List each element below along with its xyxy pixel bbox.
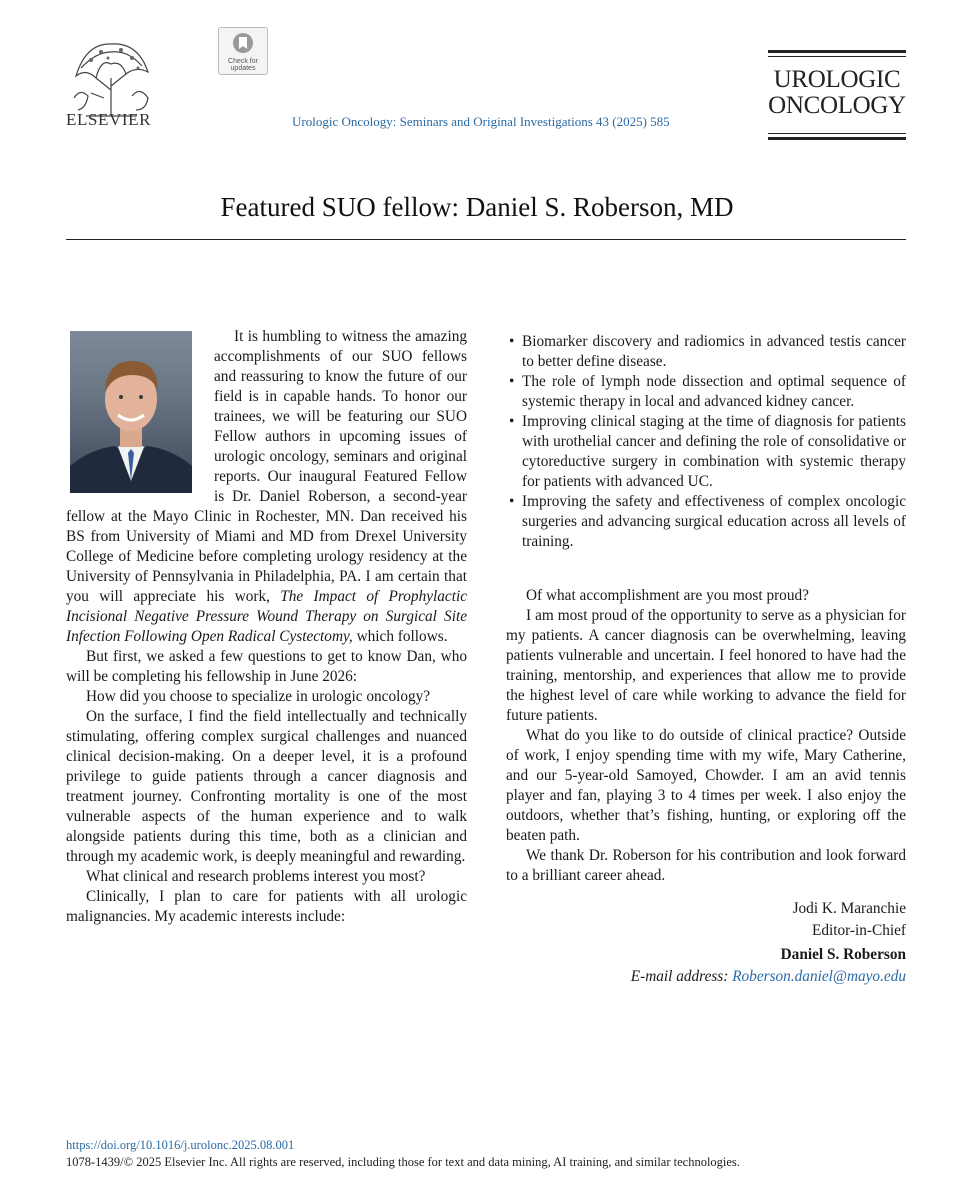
title-divider xyxy=(66,239,906,240)
email-label: E-mail address: xyxy=(630,968,729,985)
journal-brand xyxy=(768,50,906,140)
email-link[interactable]: Roberson.daniel@mayo.edu xyxy=(732,968,906,985)
intro-followup: But first, we asked a few questions to get to know Dan, who will be completing his fellowship in June 2026: xyxy=(66,648,467,685)
intro-text-part1: It is humbling to witness the amazing accomplishments of our SUO fellows and reassuring to know the future of our field is in capable hands. To honor our trainees, we will be featuring our SUO Fellow authors in upcoming issues of urologic oncology, seminars and original reports. Our inaugural Featured Fellow is Dr. Daniel Roberson, a second-year fellow at the Mayo Clinic in Rochester, MN. Dan received his BS from University of Miami and MD from Drexel University College of Medicine before completing urology residency at the University of Pennsylvania in Philadelphia, PA. I am certain that you will appreciate his work, xyxy=(66,328,467,605)
answer-2: Clinically, I plan to care for patients with all urologic malignancies. My academic interests include: xyxy=(66,888,467,925)
question-2: What clinical and research problems interest you most? xyxy=(86,868,426,885)
question-1: How did you choose to specialize in urologic oncology? xyxy=(86,688,431,705)
answer-1: On the surface, I find the field intellectually and technically stimulating, offering complex surgical challenges and nuanced clinical decision-making. On a deeper level, it is a profound privilege to guide patients through a cancer diagnosis and treatment journey. Confronting mortality is one of the most vulnerable aspects of the human experience and to walk alongside patients during this time, both as a clinician and through my academic work, is deeply meaningful and rewarding. xyxy=(66,708,467,865)
brand-rule-top-thin xyxy=(768,56,906,57)
answer-3: I am most proud of the opportunity to serve as a physician for my patients. A cancer diagnosis can be overwhelming, leaving patients vulnerable and uncertain. I feel honored to have had the training, mentorship, and experiences that allow me to provide the highest level of care while working to advance the field for future patients. xyxy=(506,607,906,724)
publisher-name: ELSEVIER xyxy=(66,110,152,129)
question-answer-4: What do you like to do outside of clinical practice? Outside of work, I enjoy spending time with my wife, Mary Catherine, and our 5-year-old Samoyed, Chowder. I am an avid tennis player and fan, playing 3 to 4 times per week. I also enjoy the outdoors, whether that’s fishing, hunting, or exploring off the beaten path. xyxy=(506,727,906,844)
left-column xyxy=(66,327,467,927)
list-item: • Improving clinical staging at the time of diagnosis for patients with urothelial cancer and defining the role of consolidative or cytoreductive surgery in combination with systemic therapy for patients with advanced UC. xyxy=(509,413,906,490)
journal-name-line2: ONCOLOGY xyxy=(768,92,906,119)
journal-name-line1: UROLOGIC xyxy=(773,66,901,93)
doi-link[interactable]: https://doi.org/10.1016/j.urolonc.2025.08.001 xyxy=(66,1138,295,1152)
editor-role: Editor-in-Chief xyxy=(812,922,906,939)
copyright-notice: 1078-1439/© 2025 Elsevier Inc. All rights are reserved, including those for text and data mining, AI training, and similar technologies. xyxy=(66,1155,740,1169)
brand-rule-top xyxy=(768,50,906,53)
bookmark-icon xyxy=(232,32,254,54)
brand-rule-bottom-thin xyxy=(768,133,906,134)
author-name: Daniel S. Roberson xyxy=(780,946,906,963)
intro-text-part2: which follows. xyxy=(356,628,448,645)
closing-thanks: We thank Dr. Roberson for his contribution and look forward to a brilliant career ahead. xyxy=(506,847,906,884)
interests-list xyxy=(506,332,906,552)
journal-citation-link[interactable]: Urologic Oncology: Seminars and Original Investigations 43 (2025) 585 xyxy=(292,114,670,129)
signature-block xyxy=(631,898,906,988)
page-footer xyxy=(66,1137,740,1171)
photo-spacer xyxy=(66,327,214,495)
right-column xyxy=(506,332,906,886)
editor-name: Jodi K. Maranchie xyxy=(792,900,906,917)
check-updates-label: Check for updates xyxy=(228,58,258,72)
list-item: • The role of lymph node dissection and optimal sequence of systemic therapy in local and advanced kidney cancer. xyxy=(509,373,906,410)
question-3: Of what accomplishment are you most proud? xyxy=(526,587,809,604)
email-line xyxy=(631,966,906,988)
brand-rule-bottom xyxy=(768,137,906,140)
list-item: • Biomarker discovery and radiomics in advanced testis cancer to better define disease. xyxy=(509,333,906,370)
featured-paper-title: The Impact of Prophylactic Incisional Negative Pressure Wound Therapy on Surgical Site Infection Following Open Radical Cystectomy, xyxy=(66,588,467,645)
article-title: Featured SUO fellow: Daniel S. Roberson, MD xyxy=(220,192,734,222)
intro-paragraph xyxy=(66,327,467,647)
check-for-updates-badge[interactable] xyxy=(218,27,268,75)
list-item: • Improving the safety and effectiveness of complex oncologic surgeries and advancing surgical education across all levels of training. xyxy=(509,493,906,550)
